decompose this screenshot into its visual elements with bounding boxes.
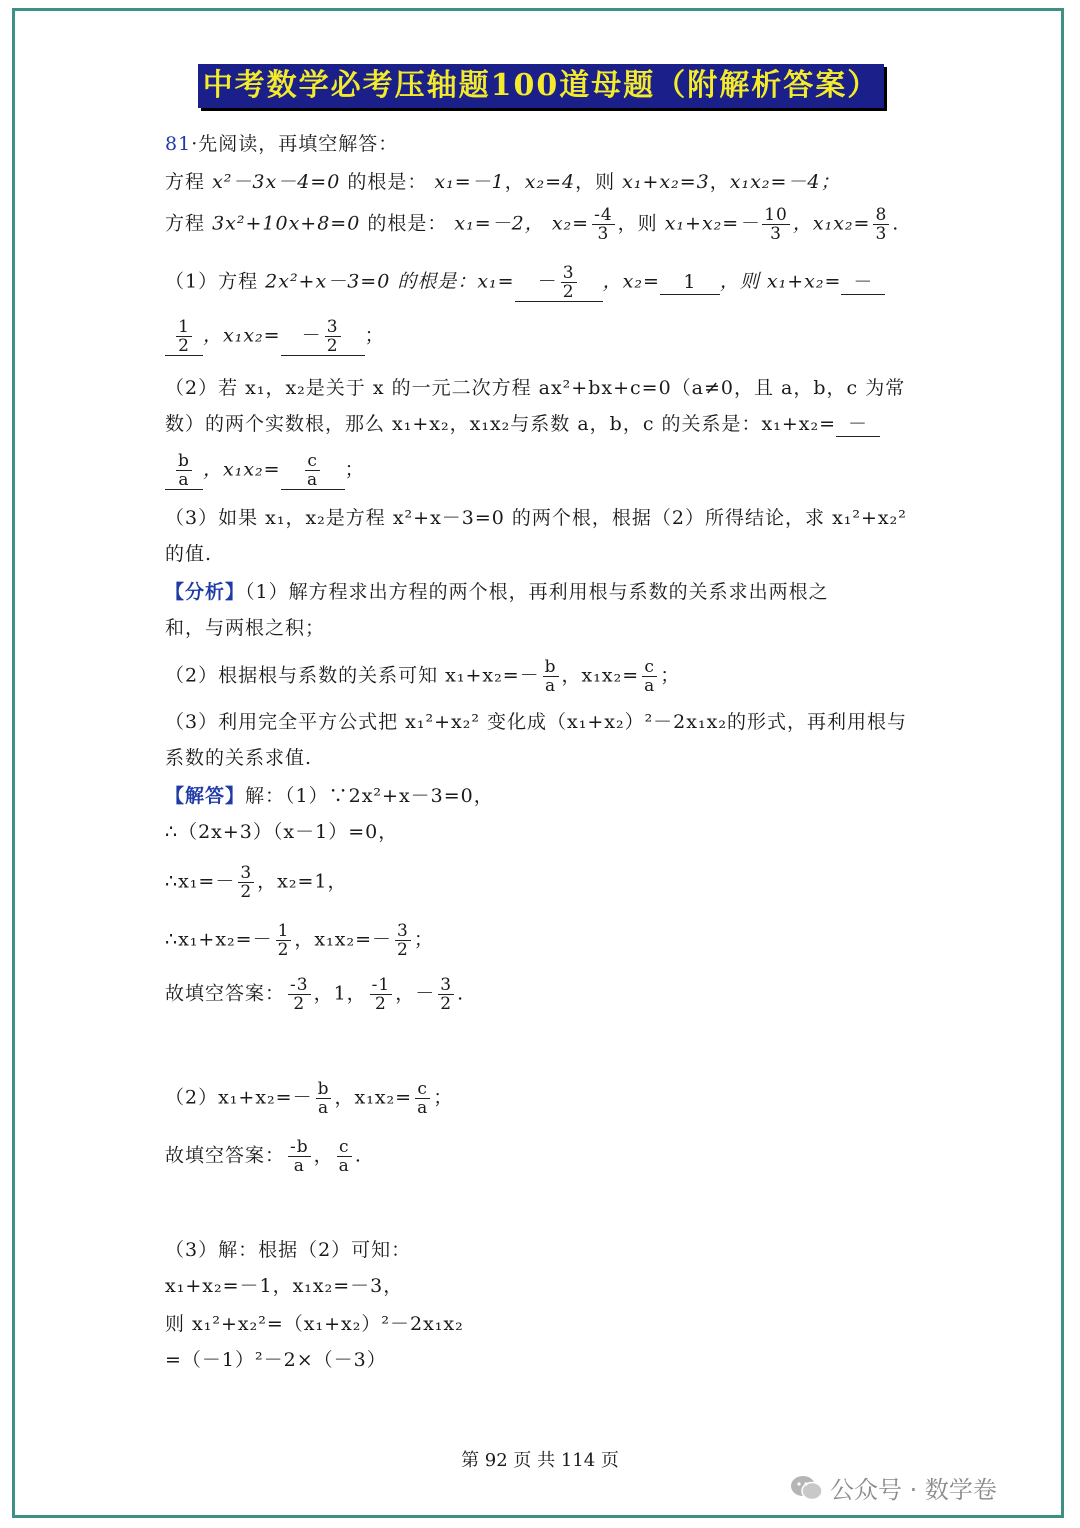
solution-tag: 【解答】 — [165, 785, 246, 807]
fraction: $\frac{10}{3}$ — [764, 205, 788, 244]
answer-blank-cont[interactable]: $\frac{1}{2}$ — [165, 318, 203, 356]
problem-number: 81 — [165, 133, 192, 155]
solution-part-2-line-2: 故填空答案： $\frac{-b}{a}$ ， $\frac{c}{a}$ . — [165, 1137, 362, 1176]
analysis-tag: 【分析】 — [165, 581, 246, 603]
solution-line-1: 【解答】解：（1）∵2x²+x－3=0， — [165, 785, 494, 807]
solution-part-3-line-2: x₁+x₂=－1，x₁x₂=－3， — [165, 1275, 404, 1297]
analysis-line-2: 和，与两根之积； — [165, 617, 326, 639]
answer-blank[interactable]: － $\frac{3}{2}$ — [281, 318, 365, 356]
analysis-line-4: （3）利用完全平方公式把 x₁²+x₂² 变化成（x₁+x₂）²－2x₁x₂的形式，再利用根与 — [165, 711, 907, 733]
problem-intro: ·先阅读，再填空解答： — [191, 133, 399, 155]
page-title-banner: 中考数学必考压轴题100道母题（附解析答案） — [198, 64, 884, 108]
example-line-2: 方程 3x²+10x+8=0 的根是： x₁=－2， x₂= $\frac{-4}{3}$ ，则 x₁+x₂=－ $\frac{10}{3}$ ，x₁x₂= $\frac{8}{3}$ . — [165, 205, 900, 244]
answer-blank[interactable]: 1 — [660, 270, 720, 295]
answer-blank-cont[interactable]: $\frac{b}{a}$ — [165, 452, 203, 490]
solution-part-3-line-4: =（－1）²－2×（－3） — [165, 1349, 387, 1371]
problem-header — [165, 132, 398, 156]
answer-blank[interactable]: $\frac{c}{a}$ — [281, 452, 345, 490]
answer-blank[interactable]: － — [841, 270, 885, 295]
question-3-line-1: （3）如果 x₁，x₂是方程 x²+x－3=0 的两个根，根据（2）所得结论，求 x₁²+x₂² — [165, 507, 907, 529]
solution-part-3-line-3: 则 x₁²+x₂²=（x₁+x₂）²－2x₁x₂ — [165, 1313, 464, 1335]
solution-line-4: ∴x₁+x₂=－ $\frac{1}{2}$ ，x₁x₂=－ $\frac{3}{2}$ ； — [165, 921, 434, 960]
solution-line-2: ∴（2x+3）（x－1）=0， — [165, 821, 399, 843]
fraction: $\frac{-4}{3}$ — [594, 205, 613, 244]
answer-blank[interactable]: － — [836, 412, 880, 437]
analysis-line-3: （2）根据根与系数的关系可知 x₁+x₂=－ $\frac{b}{a}$ ，x₁x₂= $\frac{c}{a}$ ； — [165, 657, 681, 696]
solution-line-3: ∴x₁=－ $\frac{3}{2}$ ，x₂=1， — [165, 863, 348, 902]
question-1-line-2: $\frac{1}{2}$ ，x₁x₂= － $\frac{3}{2}$ ； — [165, 318, 385, 356]
question-2-line-2: 数）的两个实数根，那么 x₁+x₂，x₁x₂与系数 a，b，c 的关系是：x₁+x₂= － — [165, 412, 880, 437]
fraction: $\frac{8}{3}$ — [875, 205, 888, 244]
solution-part-2-line-1: （2）x₁+x₂=－ $\frac{b}{a}$ ，x₁x₂= $\frac{c}{a}$ ； — [165, 1079, 454, 1118]
wechat-icon — [790, 1474, 824, 1508]
question-1-line-1: （1）方程 2x²+x－3=0 的根是：x₁= － $\frac{3}{2}$ ，x₂= 1 ，则 x₁+x₂= － — [165, 264, 885, 302]
page-number: 第 92 页 共 114 页 — [461, 1450, 619, 1471]
question-2-line-1: （2）若 x₁，x₂是关于 x 的一元二次方程 ax²+bx+c=0（a≠0，且 a，b，c 为常 — [165, 377, 906, 399]
example-line-1: 方程 x²－3x－4=0 的根是： x₁=－1，x₂=4，则 x₁+x₂=3，x₁x₂=－4； — [165, 171, 841, 193]
question-2-line-3: $\frac{b}{a}$ ，x₁x₂= $\frac{c}{a}$ ； — [165, 452, 365, 490]
solution-part-3-line-1: （3）解：根据（2）可知： — [165, 1239, 412, 1261]
analysis-line-1: 【分析】（1）解方程求出方程的两个根，再利用根与系数的关系求出两根之 — [165, 581, 829, 603]
answer-blank[interactable]: － $\frac{3}{2}$ — [515, 264, 603, 302]
solution-line-5: 故填空答案： $\frac{-3}{2}$ ，1， $\frac{-1}{2}$ ，－ $\frac{3}{2}$ . — [165, 975, 465, 1014]
analysis-line-5: 系数的关系求值. — [165, 747, 313, 769]
watermark: 公众号 · 数学卷 — [790, 1470, 997, 1508]
question-3-line-2: 的值. — [165, 543, 213, 565]
